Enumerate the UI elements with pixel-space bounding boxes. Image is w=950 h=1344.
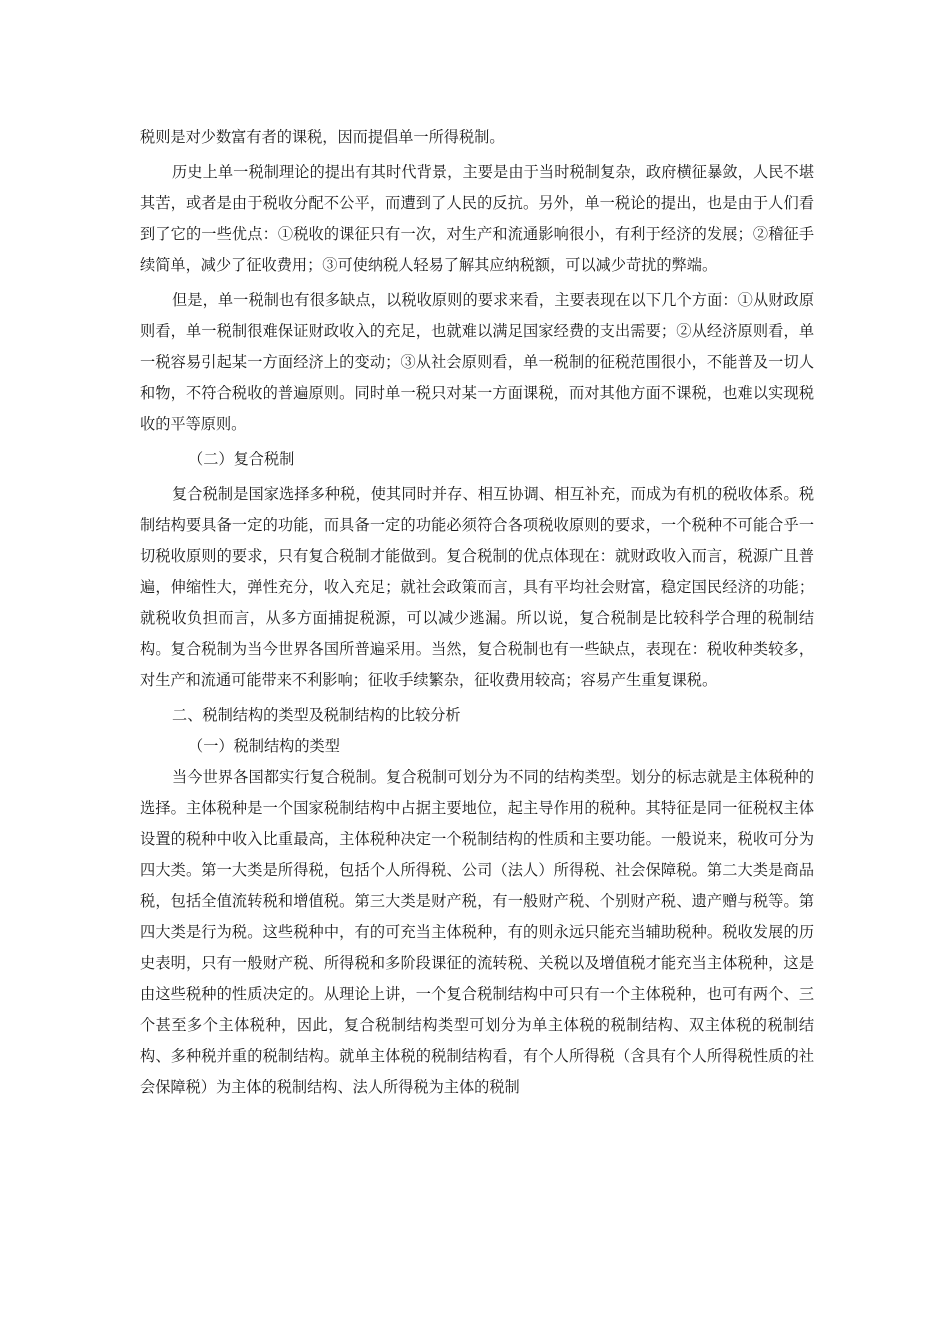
- paragraph-defects: 但是，单一税制也有很多缺点，以税收原则的要求来看，主要表现在以下几个方面：①从财政原则看，单一税制很难保证财政收入的充足，也就难以满足国家经费的支出需要；②从经济原则看，单一税容易引起某一方面经济上的变动；③从社会原则看，单一税制的征税范围很小，不能普及一切人和物，不符合税收的普遍原则。同时单一税只对某一方面课税，而对其他方面不课税，也难以实现税收的平等原则。: [140, 291, 814, 433]
- paragraph-intro-tail: 税则是对少数富有者的课税，因而提倡单一所得税制。: [140, 128, 505, 146]
- heading-structure-types: （一）税制结构的类型: [188, 737, 340, 755]
- paragraph-history: 历史上单一税制理论的提出有其时代背景，主要是由于当时税制复杂，政府横征暴敛，人民不堪其苦，或者是由于税收分配不公平，而遭到了人民的反抗。另外，单一税论的提出，也是由于人们看到了它的一些优点：①税收的课征只有一次，对生产和流通影响很小，有利于经济的发展；②稽征手续简单，减少了征收费用；③可使纳税人轻易了解其应纳税额，可以减少苛扰的弊端。: [140, 163, 814, 274]
- paragraph-structure-types: 当今世界各国都实行复合税制。复合税制可划分为不同的结构类型。划分的标志就是主体税种的选择。主体税种是一个国家税制结构中占据主要地位，起主导作用的税种。其特征是同一征税权主体设置的税种中收入比重最高，主体税种决定一个税制结构的性质和主要功能。一般说来，税收可分为四大类。第一大类是所得税，包括个人所得税、公司（法人）所得税、社会保障税。第二大类是商品税，包括全值流转税和增值税。第三大类是财产税，有一般财产税、个别财产税、遗产赠与税等。第四大类是行为税。这些税种中，有的可充当主体税种，有的则永远只能充当辅助税种。税收发展的历史表明，只有一般财产税、所得税和多阶段课征的流转税、关税以及增值税才能充当主体税种，这是由这些税种的性质决定的。从理论上讲，一个复合税制结构中可只有一个主体税种，也可有两个、三个甚至多个主体税种，因此，复合税制结构类型可划分为单主体税的税制结构、双主体税的税制结构、多种税并重的税制结构。就单主体税的税制结构看，有个人所得税（含具有个人所得税性质的社会保障税）为主体的税制结构、法人所得税为主体的税制: [140, 768, 814, 1096]
- heading-section-2: 二、税制结构的类型及税制结构的比较分析: [172, 706, 461, 724]
- heading-compound-tax: （二）复合税制: [188, 450, 295, 468]
- document-page: [140, 122, 814, 1103]
- paragraph-compound-tax: 复合税制是国家选择多种税，使其同时并存、相互协调、相互补充，而成为有机的税收体系。税制结构要具备一定的功能，而具备一定的功能必须符合各项税收原则的要求，一个税种不可能合乎一切税收原则的要求，只有复合税制才能做到。复合税制的优点体现在：就财政收入而言，税源广且普遍，伸缩性大，弹性充分，收入充足；就社会政策而言，具有平均社会财富，稳定国民经济的功能；就税收负担而言，从多方面捕捉税源，可以减少逃漏。所以说，复合税制是比较科学合理的税制结构。复合税制为当今世界各国所普遍采用。当然，复合税制也有一些缺点，表现在：税收种类较多，对生产和流通可能带来不利影响；征收手续繁杂，征收费用较高；容易产生重复课税。: [140, 485, 814, 689]
